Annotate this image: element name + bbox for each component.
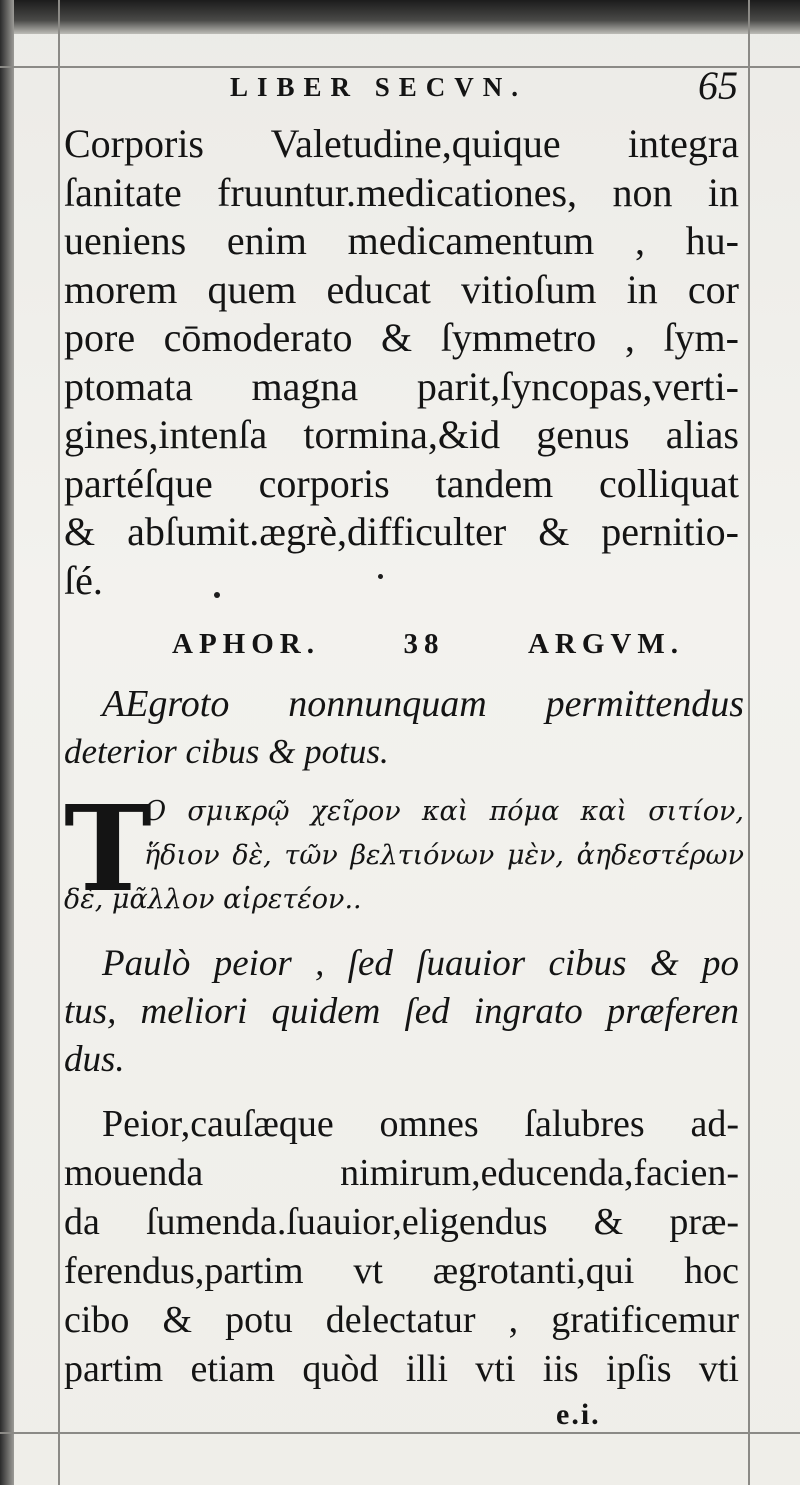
- text-line: & abſumit.ægrè,difficulter & pernitio-: [64, 509, 739, 554]
- page-left-shadow: [0, 0, 14, 1485]
- commentary: [64, 1100, 739, 1394]
- text-line: dus.: [64, 1039, 125, 1080]
- text-line: Paulò peior , ſed ſuauior cibus & po: [102, 943, 739, 984]
- greek-line: Ο σμικρῷ χεῖρον καὶ πόμα καὶ σιτίον,: [144, 796, 744, 827]
- paragraph-1: [64, 120, 739, 605]
- text-line: ptomata magna parit,ſyncopas,verti-: [64, 363, 739, 409]
- text-line: deterior cibus & potus.: [64, 732, 389, 771]
- aphorism-text: [64, 680, 744, 776]
- text-line: pore cōmoderato & ſymmetro , ſym-: [64, 315, 739, 360]
- text-line: Corporis Valetudine,quique integra: [64, 121, 739, 166]
- ink-spot: [214, 592, 220, 598]
- greek-aphorism: [64, 779, 744, 922]
- text-line: partéſque corporis tandem colliquat: [64, 460, 739, 506]
- latin-translation: [64, 940, 739, 1084]
- text-line: cibo & potu delectatur , gratificemur: [64, 1299, 739, 1341]
- ink-spot: [378, 574, 383, 579]
- drop-capital: T: [64, 779, 152, 918]
- running-head-title: LIBER SECVN.: [230, 72, 528, 102]
- text-line: Peior,cauſæque omnes ſalubres ad-: [102, 1103, 739, 1145]
- text-line: ueniens enim medicamentum , hu-: [64, 218, 739, 263]
- text-line: tus, meliori quidem ſed ingrato præferen: [64, 991, 739, 1032]
- greek-line: ἥδιον δὲ, τῶν βελτιόνων μὲν, ἀηδεστέρων: [144, 840, 744, 871]
- frame-rule-bottom: [0, 1432, 800, 1434]
- signature-mark: e.i.: [556, 1398, 601, 1431]
- text-line: AEgroto nonnunquam permittendus: [102, 683, 744, 725]
- text-line: morem quem educat vitioſum in cor: [64, 266, 739, 312]
- text-line: ſanitate fruuntur.medicationes, non in: [64, 169, 739, 215]
- aphorism-heading: [60, 628, 740, 668]
- argument-label: ARGVM.: [527, 628, 684, 660]
- text-line: ferendus,partim vt ægrotanti,qui hoc: [64, 1250, 739, 1292]
- text-line: gines,intenſa tormina,&id genus alias: [64, 412, 739, 457]
- text-line: da ſumenda.ſuauior,eligendus & præ-: [64, 1201, 739, 1243]
- frame-rule-right: [748, 0, 750, 1485]
- text-line: mouenda nimirum,educenda,facien-: [64, 1152, 739, 1194]
- aphorism-number: 38: [403, 628, 445, 660]
- text-line: partim etiam quòd illi vti iis ipſis vti: [64, 1348, 739, 1390]
- text-line: ſé.: [64, 557, 103, 603]
- greek-line: δὲ, μᾶλλον αἱρετέον..: [64, 884, 362, 915]
- page-top-shadow: [0, 0, 800, 34]
- page-number: 65: [698, 63, 738, 108]
- running-head: [60, 62, 750, 112]
- aphorism-label: APHOR.: [172, 628, 320, 660]
- frame-rule-left: [58, 0, 60, 1485]
